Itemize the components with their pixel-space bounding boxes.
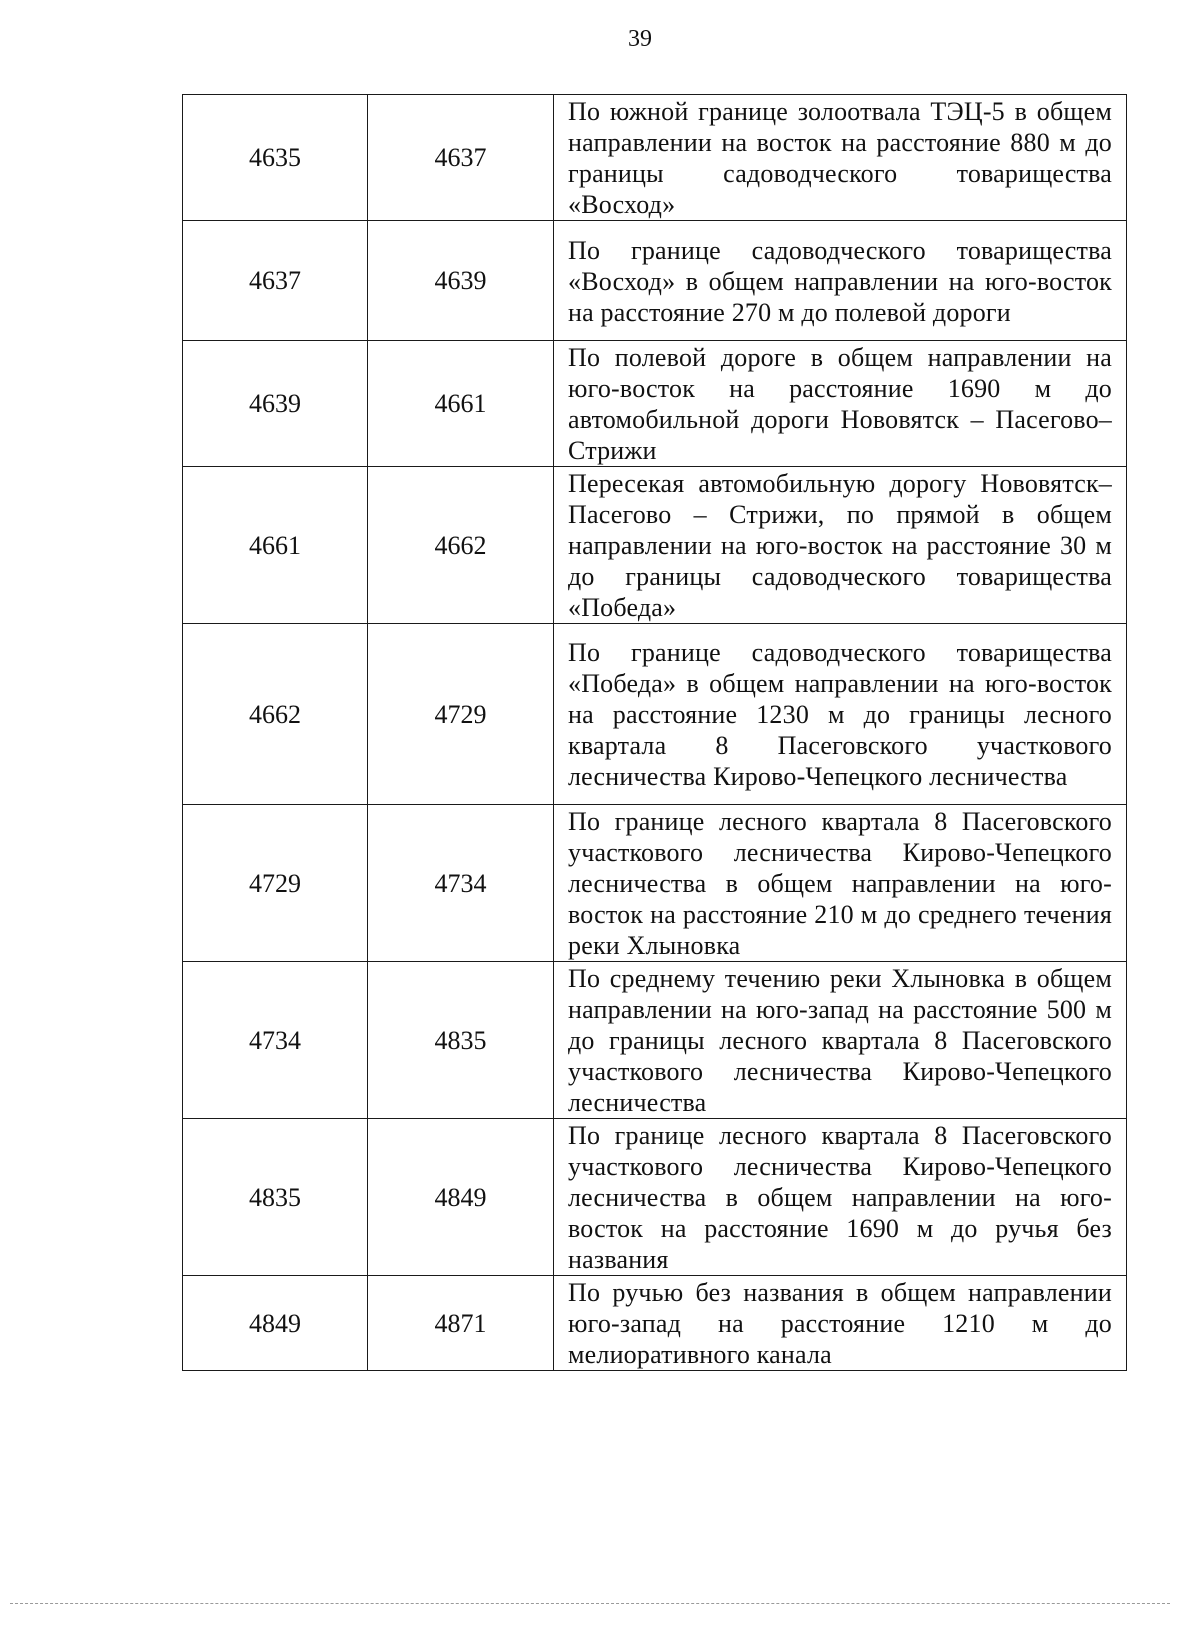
table-row [183, 962, 1127, 1119]
from-point-cell: 4637 [183, 221, 368, 341]
description-cell: По южной границе золоотвала ТЭЦ-5 в общем направлении на восток на расстояние 880 м до границы садоводческого товарищества «Восход» [554, 95, 1127, 221]
to-point-cell: 4835 [368, 962, 554, 1119]
table-row [183, 624, 1127, 805]
table-row [183, 341, 1127, 467]
from-point-cell: 4849 [183, 1276, 368, 1371]
to-point-cell: 4729 [368, 624, 554, 805]
table-row [183, 805, 1127, 962]
description-cell: По границе садоводческого товарищества «Победа» в общем направлении на юго-восток на расстояние 1230 м до границы лесного квартала 8 Пасеговского участкового лесничества Кирово-Чепецкого лесничества [554, 624, 1127, 805]
description-cell: По среднему течению реки Хлыновка в общем направлении на юго-запад на расстояние 500 м до границы лесного квартала 8 Пасеговского участкового лесничества Кирово-Чепецкого лесничества [554, 962, 1127, 1119]
table-row [183, 1119, 1127, 1276]
page-number: 39 [628, 26, 652, 52]
from-point-cell: 4635 [183, 95, 368, 221]
to-point-cell: 4637 [368, 95, 554, 221]
from-point-cell: 4661 [183, 467, 368, 624]
description-cell: По границе лесного квартала 8 Пасеговского участкового лесничества Кирово-Чепецкого лесничества в общем направлении на юго-восток на расстояние 1690 м до ручья без названия [554, 1119, 1127, 1276]
from-point-cell: 4639 [183, 341, 368, 467]
to-point-cell: 4661 [368, 341, 554, 467]
from-point-cell: 4734 [183, 962, 368, 1119]
to-point-cell: 4849 [368, 1119, 554, 1276]
description-cell: По полевой дороге в общем направлении на юго-восток на расстояние 1690 м до автомобильной дороги Нововятск – Пасегово– Стрижи [554, 341, 1127, 467]
table-row [183, 1276, 1127, 1371]
description-cell: По ручью без названия в общем направлении юго-запад на расстояние 1210 м до мелиоративного канала [554, 1276, 1127, 1371]
from-point-cell: 4835 [183, 1119, 368, 1276]
from-point-cell: 4729 [183, 805, 368, 962]
table-row [183, 221, 1127, 341]
page-bottom-rule [10, 1603, 1170, 1604]
to-point-cell: 4662 [368, 467, 554, 624]
description-cell: По границе садоводческого товарищества «Восход» в общем направлении на юго-восток на расстояние 270 м до полевой дороги [554, 221, 1127, 341]
description-cell: По границе лесного квартала 8 Пасеговского участкового лесничества Кирово-Чепецкого лесничества в общем направлении на юго-восток на расстояние 210 м до среднего течения реки Хлыновка [554, 805, 1127, 962]
to-point-cell: 4871 [368, 1276, 554, 1371]
table-row [183, 95, 1127, 221]
to-point-cell: 4734 [368, 805, 554, 962]
description-cell: Пересекая автомобильную дорогу Нововятск– Пасегово – Стрижи, по прямой в общем направлении на юго-восток на расстояние 30 м до границы садоводческого товарищества «Победа» [554, 467, 1127, 624]
to-point-cell: 4639 [368, 221, 554, 341]
from-point-cell: 4662 [183, 624, 368, 805]
table-row [183, 467, 1127, 624]
boundary-table [182, 94, 1127, 1371]
